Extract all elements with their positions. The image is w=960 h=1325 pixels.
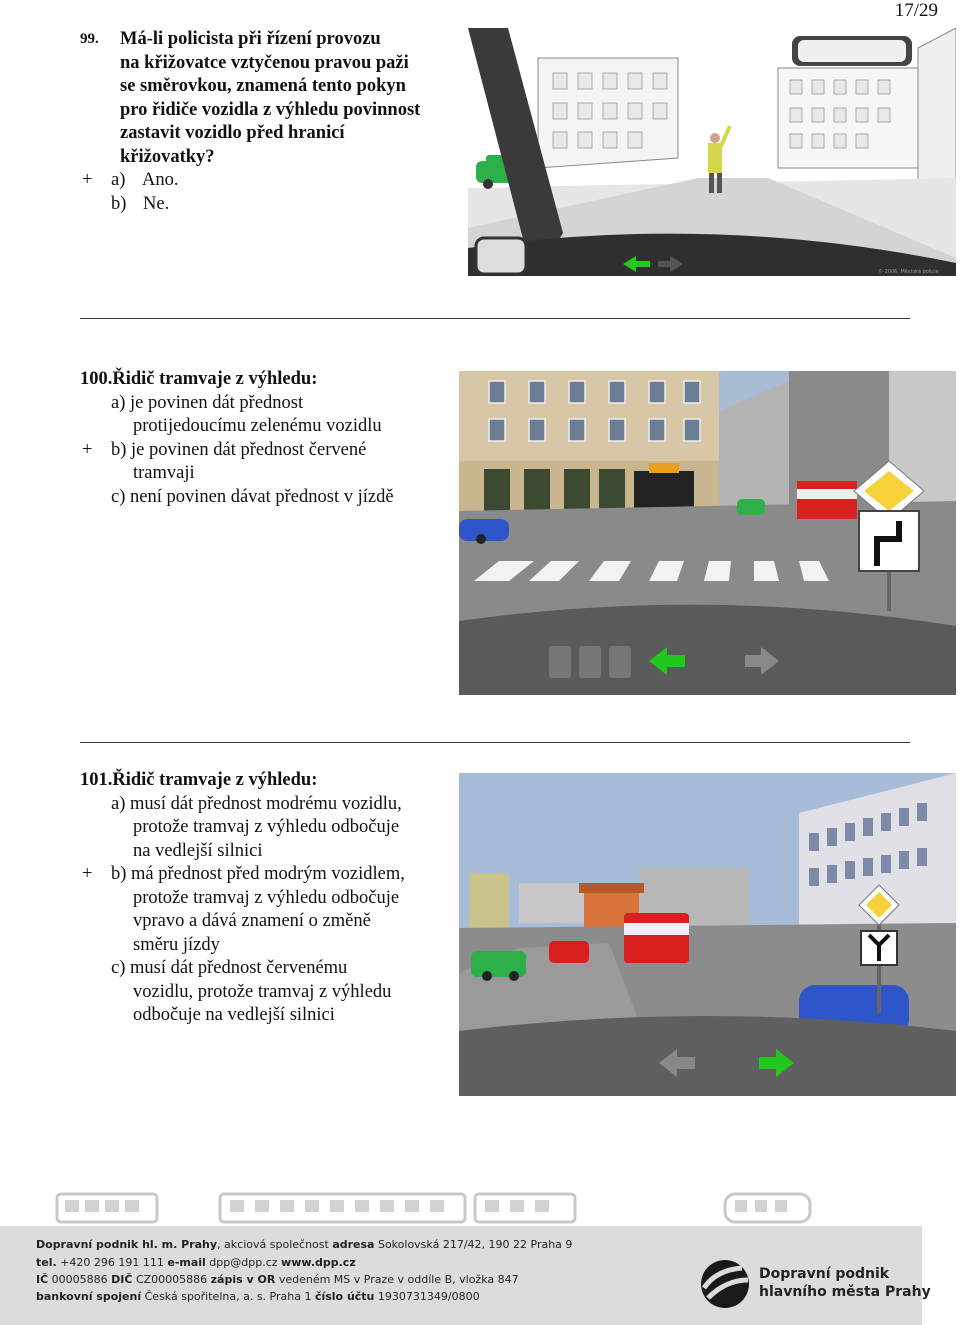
footer-line-bank: bankovní spojení Česká spořitelna, a. s. Praha 1 číslo účtu 1930731349/0800 <box>36 1290 480 1303</box>
question-text: 100.Řidič tramvaje z výhledu: <box>80 369 318 389</box>
answer-a: + a) Ano. <box>80 169 470 193</box>
logo-text-line1: Dopravní podnik <box>759 1266 890 1282</box>
image-credit: © 2006, Městská policie <box>878 269 939 275</box>
illustration-tram-intersection-2 <box>459 773 956 1096</box>
page-number: 17/29 <box>894 0 938 21</box>
footer-line-company: Dopravní podnik hl. m. Prahy, akciová společnost adresa Sokolovská 217/42, 190 22 Praha 9 <box>36 1238 573 1251</box>
question-101: 101.Řidič tramvaje z výhledu: a) musí dát přednost modrému vozidlu, protože tramvaj z výhledu odbočuje na vedlejší silnici + b) má přednost před modrým vozidlem, protože tramvaj z výhledu odbočuje vpravo a dává znamení o změně směru jízdy c) musí dát přednost červenému vozidlu, protože tramvaj z výhledu odbočuje na vedlejší silnici <box>80 769 460 1028</box>
question-number: 101. <box>80 770 113 790</box>
logo-text-line2: hlavního města Prahy <box>759 1284 931 1300</box>
separator <box>80 318 910 319</box>
illustration-tram-intersection-1 <box>459 371 956 695</box>
answer-c: c) musí dát přednost červenému <box>111 958 348 978</box>
question-99: 99. Má-li policista při řízení provozu na křižovatce vztyčenou pravou paži se směrovkou, znamená tento pokyn pro řidiče vozidla z výhledu povinnost zastavit vozidlo před hranicí křižovatky? + a) Ano. b) Ne. <box>80 28 470 216</box>
correct-mark: + <box>82 170 93 190</box>
tram-silhouettes-decoration <box>55 1188 815 1228</box>
illustration-policeman-intersection <box>468 28 956 276</box>
separator <box>80 742 910 743</box>
answer-a: a) je povinen dát přednost <box>111 392 304 413</box>
question-number: 100. <box>80 369 113 389</box>
correct-mark: + <box>82 439 93 460</box>
answer-b: b) Ne. <box>111 193 170 214</box>
question-number: 99. <box>80 31 99 47</box>
question-100: 100.Řidič tramvaje z výhledu: a) je povinen dát přednost protijedoucímu zelenému vozidlu + b) je povinen dát přednost červené tramvaji c) není povinen dávat přednost v jízdě <box>80 368 460 509</box>
answer-a: a) musí dát přednost modrému vozidlu, <box>111 793 402 814</box>
question-text: 101.Řidič tramvaje z výhledu: <box>80 770 318 790</box>
footer-line-registration: IČ 00005886 DIČ CZ00005886 zápis v OR vedeném MS v Praze v oddíle B, vložka 847 <box>36 1273 519 1286</box>
correct-mark: + <box>82 864 93 884</box>
answer-b: + b) je povinen dát přednost červené <box>80 439 460 463</box>
question-text: 99. Má-li policista při řízení provozu <box>80 28 470 52</box>
answer-c: c) není povinen dávat přednost v jízdě <box>111 486 394 507</box>
answer-b: + b) má přednost před modrým vozidlem, <box>80 863 460 887</box>
footer-line-contact: tel. +420 296 191 111 e-mail dpp@dpp.cz www.dpp.cz <box>36 1256 356 1269</box>
dpp-logo-icon <box>696 1258 754 1310</box>
